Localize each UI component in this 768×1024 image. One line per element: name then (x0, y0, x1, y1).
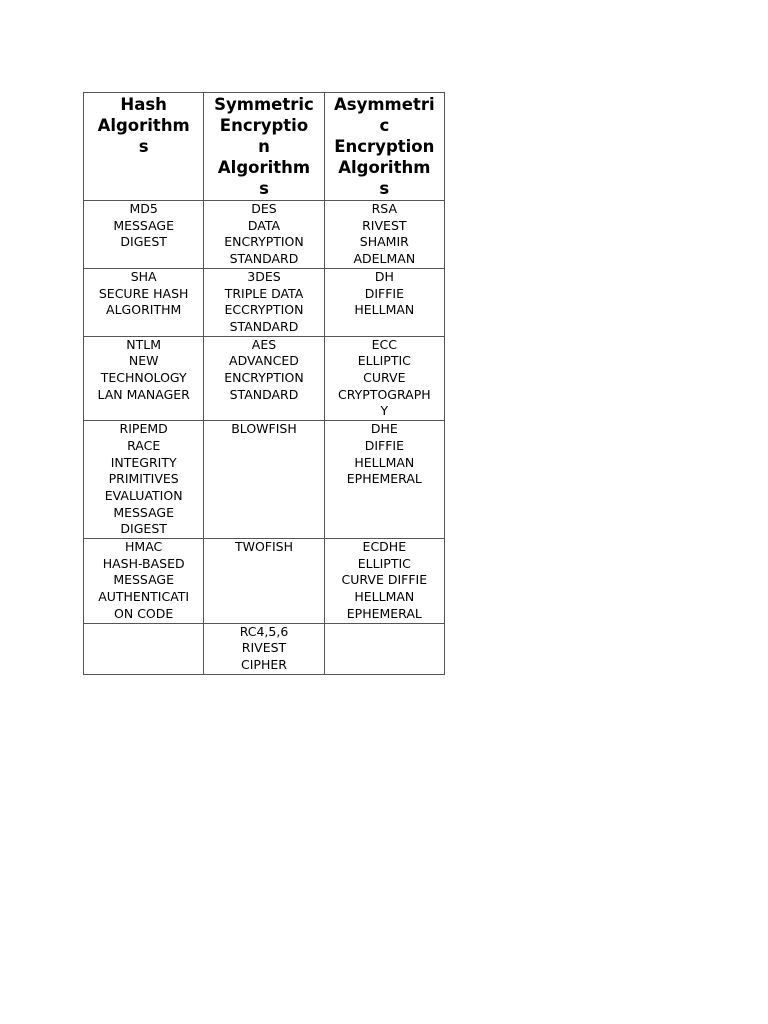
header-line: Asymmetri (334, 95, 435, 114)
cell-line: CURVE DIFFIE (341, 572, 428, 588)
hash-cell (84, 201, 204, 269)
table-row (84, 336, 445, 421)
cell-line: SHAMIR (359, 234, 409, 250)
header-line: Encryption (334, 137, 435, 156)
cell-line: HELLMAN (354, 589, 415, 605)
cell-line: DIFFIE (364, 285, 404, 301)
symmetric-cell (204, 268, 324, 336)
cell-line: MESSAGE (113, 504, 175, 520)
cell-line: TRIPLE DATA (224, 285, 304, 301)
cell-line: DHE (370, 421, 398, 437)
cell-line: CIPHER (241, 656, 287, 672)
cell-line: STANDARD (229, 251, 299, 267)
cell-line: ENCRYPTION (224, 370, 304, 386)
cell-line: SHA (130, 268, 157, 284)
symmetric-cell (204, 539, 324, 624)
cell-line: ADELMAN (353, 251, 416, 267)
cell-line: CRYPTOGRAPH (338, 386, 431, 402)
cell-line: RSA (371, 201, 398, 216)
hash-cell (84, 336, 204, 421)
cell-line: DES (251, 201, 277, 216)
cell-line: DH (374, 268, 394, 284)
cell-line: NEW (128, 353, 159, 369)
header-line: Algorithm (338, 158, 431, 177)
cell-line: MD5 (129, 201, 158, 216)
header-asymmetric-algorithms (324, 93, 444, 201)
cell-line: TWOFISH (234, 539, 294, 555)
cell-line: CURVE (363, 370, 406, 386)
cell-line: DATA (247, 217, 281, 233)
cell-line: HELLMAN (354, 302, 415, 318)
hash-cell (84, 268, 204, 336)
symmetric-cell (204, 201, 324, 269)
asymmetric-cell (324, 539, 444, 624)
asymmetric-cell-empty (324, 623, 444, 674)
cell-line: STANDARD (229, 318, 299, 334)
cell-line: HELLMAN (354, 454, 415, 470)
cell-line: ECDHE (362, 539, 407, 555)
cell-line: ALGORITHM (106, 302, 182, 318)
cell-line: ENCRYPTION (224, 234, 304, 250)
header-line: Algorithm (97, 116, 190, 135)
header-line: s (259, 179, 269, 198)
table-row (84, 539, 445, 624)
header-symmetric-algorithms (204, 93, 324, 201)
cell-line: STANDARD (229, 386, 299, 402)
cell-line: DIFFIE (364, 437, 404, 453)
header-line: Algorithm (217, 158, 311, 177)
cell-line: ECCRYPTION (224, 302, 304, 318)
header-line: n (258, 137, 270, 156)
cell-line: SECURE HASH (98, 285, 189, 301)
cell-line: Y (380, 403, 389, 419)
cell-line: 3DES (247, 268, 281, 284)
hash-cell-empty (84, 623, 204, 674)
cell-line: RIVEST (241, 640, 287, 656)
cell-line: DIGEST (120, 234, 167, 250)
cell-line: RC4,5,6 (239, 623, 289, 639)
cell-line: LAN MANAGER (97, 386, 190, 402)
cell-line: ADVANCED (229, 353, 299, 369)
cell-line: RIVEST (362, 217, 407, 233)
cell-line: DIGEST (120, 521, 167, 537)
header-hash-algorithms (84, 93, 204, 201)
symmetric-cell (204, 623, 324, 674)
header-line: s (138, 137, 149, 156)
cell-line: RIPEMD (119, 421, 168, 437)
cell-line: ELLIPTIC (357, 555, 411, 571)
cell-line: EVALUATION (104, 487, 183, 503)
cell-line: PRIMITIVES (108, 471, 179, 487)
symmetric-cell (204, 336, 324, 421)
cell-line: MESSAGE (113, 572, 175, 588)
cell-line: EPHEMERAL (346, 471, 422, 487)
header-line: Symmetric (214, 95, 314, 114)
cell-line: ECC (371, 336, 397, 352)
header-line: Hash (120, 95, 167, 114)
hash-cell (84, 539, 204, 624)
cell-line: ELLIPTIC (357, 353, 411, 369)
algorithms-table (83, 92, 445, 675)
cell-line: NTLM (126, 336, 162, 352)
cell-line: MESSAGE (113, 217, 175, 233)
hash-cell (84, 421, 204, 539)
asymmetric-cell (324, 268, 444, 336)
cell-line: BLOWFISH (231, 421, 297, 437)
header-line: s (379, 179, 390, 198)
cell-line: HMAC (125, 539, 163, 555)
cell-line: ON CODE (114, 605, 174, 621)
header-line: c (379, 116, 390, 135)
table-row (84, 623, 445, 674)
table-row (84, 268, 445, 336)
header-row (84, 93, 445, 201)
cell-line: TECHNOLOGY (100, 370, 187, 386)
cell-line: HASH-BASED (102, 555, 185, 571)
cell-line: RACE (127, 437, 161, 453)
table-row (84, 201, 445, 269)
symmetric-cell (204, 421, 324, 539)
asymmetric-cell (324, 421, 444, 539)
table-row (84, 421, 445, 539)
cell-line: AUTHENTICATI (98, 589, 190, 605)
asymmetric-cell (324, 201, 444, 269)
cell-line: INTEGRITY (110, 454, 177, 470)
cell-line: EPHEMERAL (346, 605, 422, 621)
cell-line: AES (251, 336, 277, 352)
header-line: Encryptio (219, 116, 309, 135)
asymmetric-cell (324, 336, 444, 421)
